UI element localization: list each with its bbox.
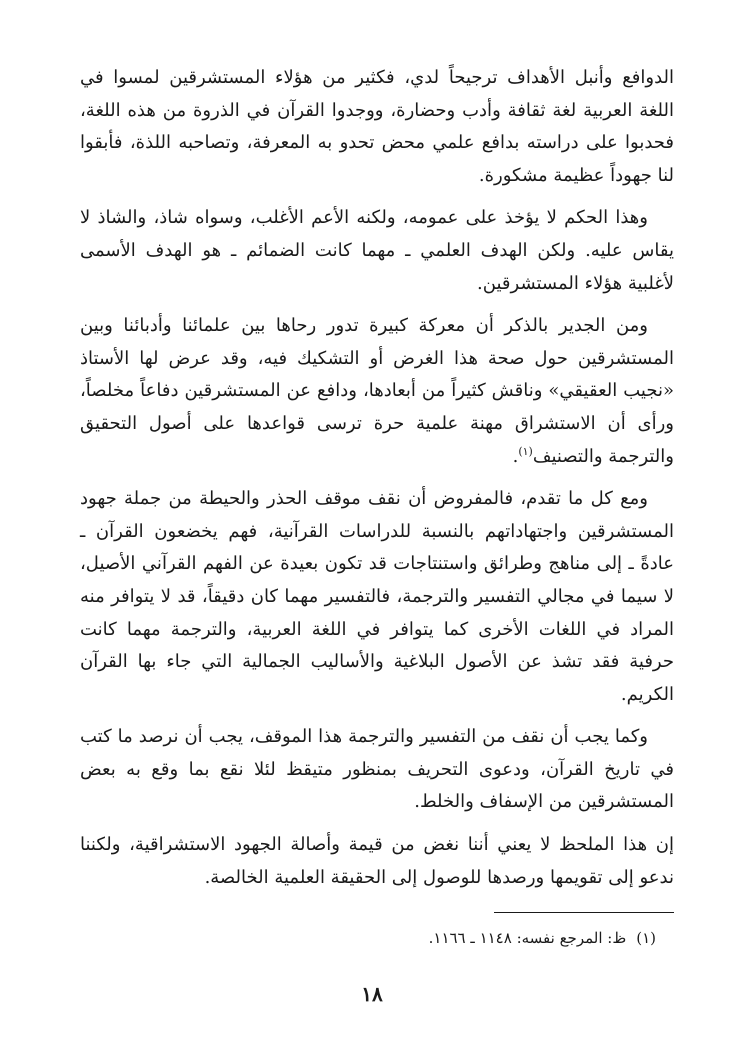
footnote-marker: (١) (636, 929, 656, 947)
page-number: ١٨ (361, 982, 383, 1006)
paragraph-6: إن هذا الملحظ لا يعني أننا نغض من قيمة وأصالة الجهود الاستشراقية، ولكننا ندعو إلى تقويمها ورصدها للوصول إلى الحقيقة العلمية الخالصة. (80, 834, 674, 888)
footnote-reference: (١) (518, 444, 533, 458)
paragraph-3-tail: . (512, 445, 519, 467)
paragraph-2: وهذا الحكم لا يؤخذ على عمومه، ولكنه الأعم الأغلب، وسواه شاذ، والشاذ لا يقاس عليه. ولكن الهدف العلمي ـ مهما كانت الضمائم ـ هو الهدف الأسمى لأغلبية هؤلاء المستشرقين. (80, 207, 674, 294)
paragraph-1: الدوافع وأنبل الأهداف ترجيحاً لدي، فكثير من هؤلاء المستشرقين لمسوا في اللغة العربية لغة ثقافة وأدب وحضارة، ووجدوا القرآن في الذروة من هذه اللغة، فحدبوا على دراسته بدافع علمي محض تحدو به المعرفة، وتصاحبه اللذة، فأبقوا لنا جهوداً عظيمة مشكورة. (80, 67, 674, 186)
paragraph-3-text: ومن الجدير بالذكر أن معركة كبيرة تدور رحاها بين علمائنا وأدبائنا وبين المستشرقين حول صحة هذا الغرض أو التشكيك فيه، وقد عرض لها الأستاذ «نجيب العقيقي» وناقش كثيراً من أبعادها، ودافع عن المستشرقين دفاعاً مخلصاً، ورأى أن الاستشراق مهنة علمية حرة ترسى قواعدها على أصول التحقيق والترجمة والتصنيف (80, 315, 674, 467)
footnote (96, 926, 656, 950)
footnote-divider (494, 912, 674, 913)
page-body (80, 62, 674, 904)
paragraph-3 (80, 310, 674, 473)
paragraph-4: ومع كل ما تقدم، فالمفروض أن نقف موقف الحذر والحيطة من جملة جهود المستشرقين واجتهاداتهم بالنسبة للدراسات القرآنية، فهم يخضعون القرآن ـ عادةً ـ إلى مناهج وطرائق واستنتاجات قد تكون بعيدة عن الفهم القرآني الأصيل، لا سيما في مجالي التفسير والترجمة، فالتفسير مهما كان دقيقاً، قد لا يتوافر منه المراد في اللغات الأخرى كما يتوافر في اللغة العربية، والترجمة مهما كانت حرفية فقد تشذ عن الأصول البلاغية والأساليب الجمالية التي جاء بها القرآن الكريم. (80, 488, 674, 705)
paragraph-5: وكما يجب أن نقف من التفسير والترجمة هذا الموقف، يجب أن نرصد ما كتب في تاريخ القرآن، ودعوى التحريف بمنظور متيقظ لئلا نقع بما وقع به بعض المستشرقين من الإسفاف والخلط. (80, 726, 674, 813)
footnote-text: ظ: المرجع نفسه: ١١٤٨ ـ ١١٦٦. (428, 929, 627, 947)
